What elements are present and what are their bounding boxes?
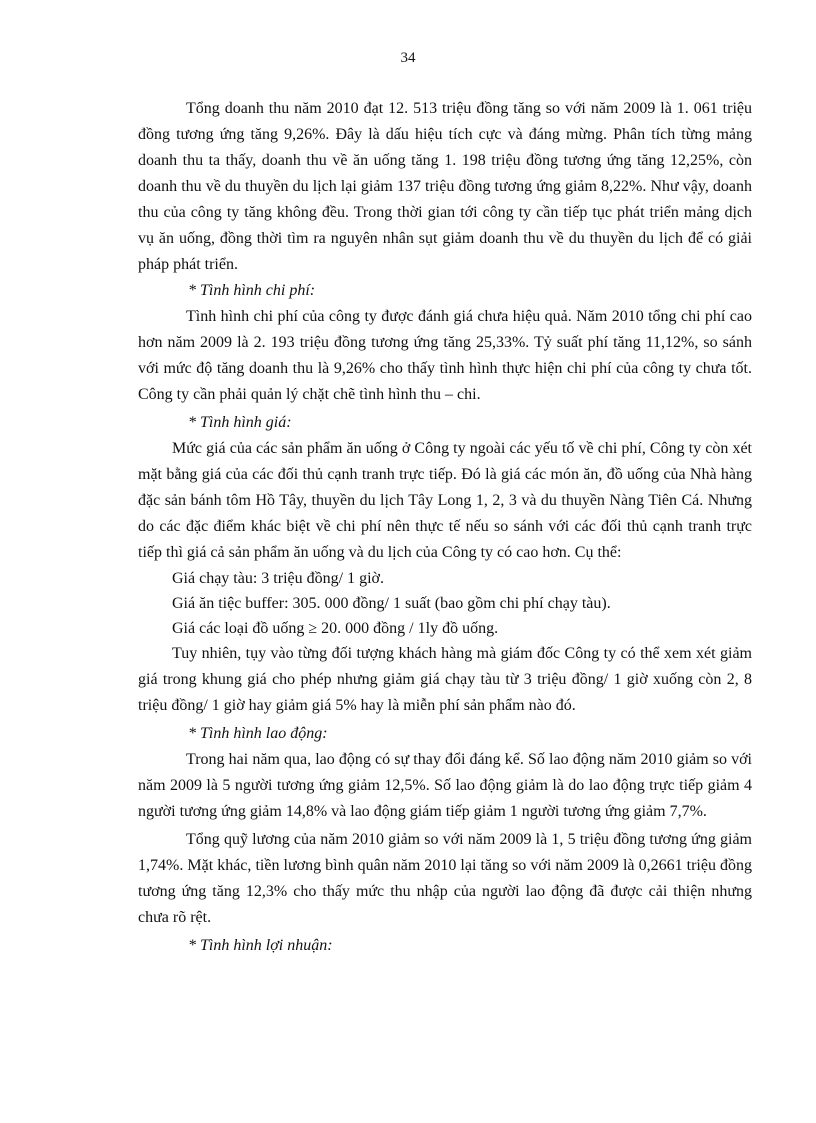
list-item-drink-price: Giá các loại đồ uống ≥ 20. 000 đồng / 1ly đồ uống. xyxy=(172,620,499,637)
heading-profit: * Tình hình lợi nhuận: xyxy=(188,937,333,954)
paragraph-prices: Mức giá của các sản phẩm ăn uống ở Công ty ngoài các yếu tố về chi phí, Công ty còn xét mặt bằng giá của các đối thủ cạnh tranh trực tiếp. Đó là giá các món ăn, đồ uống của Nhà hàng đặc sản bánh tôm Hồ Tây, thuyền du lịch Tây Long 1, 2, 3 và du thuyền Nàng Tiên Cá. Nhưng do các đặc điểm khác biệt về chi phí nên thực tế nếu so sánh với các đối thủ cạnh tranh trực tiếp thì giá cả sản phẩm ăn uống và du lịch của Công ty có cao hơn. Cụ thể: xyxy=(138,440,752,561)
heading-costs: * Tình hình chi phí: xyxy=(188,282,316,299)
paragraph-wages: Tổng quỹ lương của năm 2010 giảm so với năm 2009 là 1, 5 triệu đồng tương ứng giảm 1,74%. Mặt khác, tiền lương bình quân năm 2010 lại tăng so với năm 2009 là 0,2661 triệu đồng tương ứng tăng 12,3% cho thấy mức thu nhập của người lao động đã được cải thiện nhưng chưa rõ rệt. xyxy=(138,831,752,926)
page-number: 34 xyxy=(400,50,416,66)
document-body xyxy=(138,96,752,959)
heading-labor: * Tình hình lao động: xyxy=(188,725,328,742)
paragraph-discounts: Tuy nhiên, tụy vào từng đối tượng khách hàng mà giám đốc Công ty có thể xem xét giảm giá trong khung giá cho phép nhưng giảm giá chạy tàu từ 3 triệu đồng/ 1 giờ xuống còn 2, 8 triệu đồng/ 1 giờ hay giảm giá 5% hay là miễn phí sản phẩm nào đó. xyxy=(138,645,752,714)
list-item-buffet-price: Giá ăn tiệc buffer: 305. 000 đồng/ 1 suất (bao gồm chi phí chạy tàu). xyxy=(172,595,611,612)
paragraph-labor: Trong hai năm qua, lao động có sự thay đổi đáng kể. Số lao động năm 2010 giảm so với năm 2009 là 5 người tương ứng giảm 12,5%. Số lao động giảm là do lao động trực tiếp giảm 4 người tương ứng giảm 14,8% và lao động giám tiếp giảm 1 người tương ứng giảm 7,7%. xyxy=(138,751,752,820)
paragraph-revenue: Tổng doanh thu năm 2010 đạt 12. 513 triệu đồng tăng so với năm 2009 là 1. 061 triệu đồng tương ứng tăng 9,26%. Đây là dấu hiệu tích cực và đáng mừng. Phân tích từng mảng doanh thu ta thấy, doanh thu về ăn uống tăng 1. 198 triệu đồng tương ứng tăng 12,25%, còn doanh thu về du thuyền du lịch lại giảm 137 triệu đồng tương ứng giảm 8,22%. Như vậy, doanh thu của công ty tăng không đều. Trong thời gian tới công ty cần tiếp tục phát triển mảng dịch vụ ăn uống, đồng thời tìm ra nguyên nhân sụt giảm doanh thu về du thuyền du lịch để có giải pháp phát triển. xyxy=(138,100,752,273)
heading-prices: * Tình hình giá: xyxy=(188,414,292,431)
paragraph-costs: Tình hình chi phí của công ty được đánh giá chưa hiệu quả. Năm 2010 tổng chi phí cao hơn năm 2009 là 2. 193 triệu đồng tương ứng tăng 25,33%. Tỷ suất phí tăng 11,12%, so sánh với mức độ tăng doanh thu là 9,26% cho thấy tình hình thực hiện chi phí của công ty chưa tốt. Công ty cần phải quản lý chặt chẽ tình hình thu – chi. xyxy=(138,308,752,403)
list-item-cruise-price: Giá chạy tàu: 3 triệu đồng/ 1 giờ. xyxy=(172,570,384,587)
